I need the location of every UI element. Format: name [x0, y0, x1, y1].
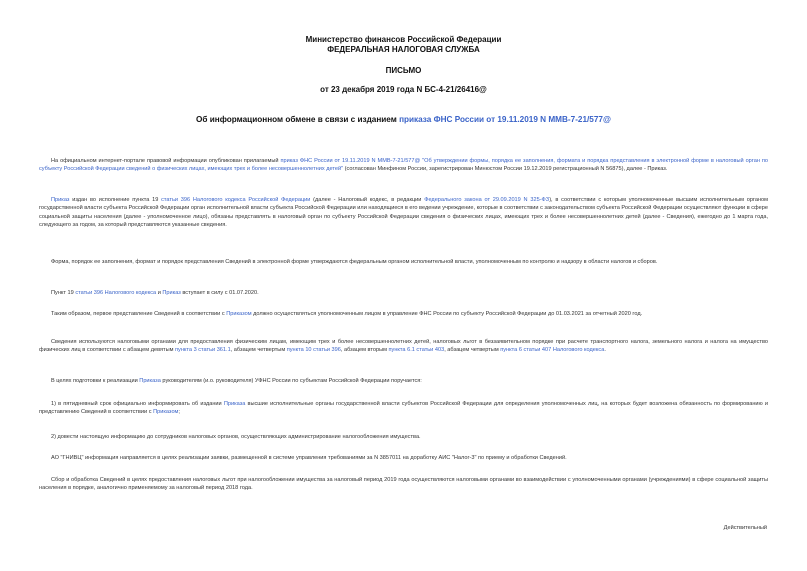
- text: должно осуществляться уполномоченным лицом в управление ФНС России по субъекту Российской Федерации до 01.03.2021 за отчетный 2020 год.: [251, 311, 643, 317]
- text: , абзацем вторым: [340, 347, 389, 354]
- ministry-name: Министерство финансов Российской Федерации: [305, 35, 502, 44]
- document-type: ПИСЬМО: [385, 66, 422, 75]
- order-title-link[interactable]: "Об утверждении формы, порядка ее заполнения, формата и порядка представления в электронной форме в налоговый орган по субъекту Российской Федерации сведений о физических лицах, имеющих трех и более несовершеннолетних детей": [39, 158, 768, 173]
- document-status: Действительный: [723, 525, 767, 531]
- paragraph-3: Форма, порядок ее заполнения, формат и порядок представления Сведений в электронной форме утверждаются федеральным органом исполнительной власти, уполномоченным по контролю и надзору в области налогов и сборов.: [51, 259, 658, 265]
- text: (далее - Налоговый кодекс, в редакции: [310, 197, 425, 203]
- text: вступает в силу с 01.07.2020.: [180, 290, 259, 296]
- text: Сведения используются налоговыми органами для предоставления физическим лицам, имеющим трех и более несовершеннолетних детей, налоговых льгот в беззаявительном порядке при расчете транспортного налога, земельного налога и налога на имущество физических лиц в соответствии с абзацем девятым: [39, 339, 768, 354]
- text: (согласован Минфином России, зарегистрирован Минюстом России 19.12.2019 регистрационный N 56875), далее - Приказ.: [343, 166, 668, 173]
- text: Таким образом, первое представление Сведений в соответствии с: [51, 311, 227, 317]
- document-title: [0, 115, 807, 124]
- article-403-link[interactable]: пункта 6.1 статьи 403: [388, 347, 445, 354]
- text: и: [156, 290, 163, 296]
- article-396-link[interactable]: пункта 10 статьи 396: [286, 347, 341, 354]
- federal-law-link[interactable]: Федерального закона от 29.09.2019 N 325-ФЗ: [424, 197, 550, 203]
- order-link[interactable]: приказ ФНС России от 19.11.2019 N ММВ-7-21/577@: [280, 158, 421, 164]
- paragraph-10: АО "ГНИВЦ" информация направляется в целях реализации заявки, размещенной в системе управления требованиями за N 3857011 на доработку АИС "Налог-3" по приему и обработки Сведений.: [51, 455, 567, 461]
- paragraph-2: [39, 196, 768, 229]
- paragraph-5: [39, 310, 768, 318]
- paragraph-1: [39, 157, 768, 174]
- article-407-link[interactable]: пункта 6 статьи 407 Налогового кодекса: [500, 347, 605, 354]
- text: Пункт 19: [51, 290, 76, 296]
- text: руководителям (и.о. руководителя) УФНС России по субъектам Российской Федерации поручается:: [160, 378, 422, 384]
- paragraph-11: Сбор и обработка Сведений в целях предоставления налоговых льгот при налогообложении имущества за налоговый период 2019 года осуществляются налоговыми органами во взаимодействии с уполномоченными органами (учреждениями) в сфере социальной защиты населения в порядке, аналогично применяемому за налоговый период 2018 года.: [39, 477, 768, 492]
- order-link[interactable]: Приказом: [153, 409, 179, 416]
- text: издан во исполнение пункта 19: [69, 197, 162, 203]
- paragraph-7: [39, 377, 768, 385]
- tax-code-link[interactable]: статьи 396 Налогового кодекса: [75, 290, 157, 296]
- order-link[interactable]: Приказа: [223, 401, 246, 407]
- text: .: [604, 347, 606, 354]
- document-date-number: от 23 декабря 2019 года N БС-4-21/26416@: [320, 85, 487, 94]
- paragraph-4: [39, 289, 768, 297]
- text: На официальном интернет-портале правовой информации опубликован прилагаемый: [51, 158, 281, 164]
- order-link[interactable]: Приказ: [51, 197, 70, 203]
- title-text: Об информационном обмене в связи с изданием: [196, 115, 400, 124]
- order-link[interactable]: Приказом: [226, 311, 252, 317]
- title-order-link[interactable]: приказа ФНС России от 19.11.2019 N ММВ-7-21/577@: [399, 115, 611, 124]
- text: 1) в пятидневный срок официально информировать об издании: [51, 401, 224, 407]
- text: ;: [178, 409, 180, 416]
- order-link[interactable]: Приказ: [162, 290, 181, 296]
- paragraph-8: [39, 400, 768, 417]
- text: , абзацем четвертым: [230, 347, 287, 354]
- service-name: ФЕДЕРАЛЬНАЯ НАЛОГОВАЯ СЛУЖБА: [327, 45, 480, 54]
- article-361-link[interactable]: пункта 3 статьи 361.1: [175, 347, 231, 354]
- paragraph-9: 2) довести настоящую информацию до сотрудников налоговых органов, осуществляющих администрирование налогообложения имущества.: [51, 434, 421, 440]
- paragraph-6: [39, 338, 768, 355]
- tax-code-link[interactable]: статьи 396 Налогового кодекса Российской Федерации: [161, 197, 311, 203]
- text: ), в соответствии с которым уполномоченные высшим исполнительным органом государственной власти субъекта Российской Федерации орган исполнительной власти субъекта Российской Федерации или находящиеся в его ведении учреждение, которые в соответствии с законодательством субъекта Российской Федерации осуществляют функции в сфере социальной защиты населения (далее - уполномоченное лицо), обязаны представлять в налоговый орган по субъекту Российской Федерации сведения о физических лицах, имеющих трех и более несовершеннолетних детей (далее - Сведения), ежегодно до 1 марта года, следующего за годом, за который представляются указанные сведения.: [39, 197, 769, 228]
- text: , абзацем четвертым: [444, 347, 501, 354]
- order-link[interactable]: Приказа: [139, 378, 161, 384]
- text: В целях подготовки к реализации: [51, 378, 140, 384]
- text: высшие исполнительные органы государственной власти субъектов Российской Федерации для определения уполномоченных лиц, на которых будет возложена обязанность по формированию и представлению Сведений в соответствии с: [39, 401, 768, 416]
